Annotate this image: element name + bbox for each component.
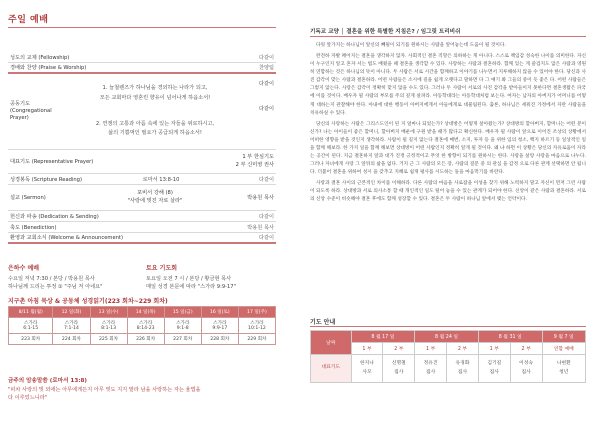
order-leader: 찬양팀 (258, 65, 274, 71)
congregational-prayer-row (8, 74, 276, 150)
order-row (8, 222, 276, 233)
wednesday-service: 은하수 예배 수요일 저녁 7:30 / 본당 / 박용원 목사 하나님께 드리는 투정 ① "주님 저 아네요" (8, 265, 103, 291)
order-row (8, 52, 276, 63)
memory-verse: 금주의 암송말씀 (로마서 13:8) "피차 사랑의 빚 외에는 아무에게든지 아무 빚도 지지 말라 남을 사랑하는 자는 율법을 다 이루었느니라" (8, 378, 201, 401)
order-row (8, 63, 276, 74)
table-row: 1 부 2 부 1 부 2 부 1 부 2 부 연합 예배 (311, 343, 586, 355)
article-body (310, 42, 586, 207)
scripture-ref: 로마서 13:8-10 (142, 176, 180, 183)
weekly-meetings (8, 263, 276, 291)
reading-schedule-table (8, 306, 276, 345)
representative-prayer-row (8, 150, 276, 174)
title-divider (8, 27, 276, 28)
order-leader: 다같이 (258, 176, 274, 183)
article-title: 기독교 교양 │ 결혼을 위한 특별한 지침은? / 임그릿 트리비쉬 (310, 29, 461, 35)
paragraph: 완전하 자발 페어지는 결혼을 생각하지 않자. 사회적인 결혼 직망은 의하하는 게 아니다. 스스로 책임감 성숙한 나이를 의미한다. 자신이 누구인지 알고 혼자 서는 법도 배웠을 때 결혼을 생각할 수 있다. 사랑하는 사람과 결혼하라. 함께 있는 게 즐겁지도 않은 사람과 영원히 연합하는 것은 하나님의 뜻이 아니다. 두 사람은 서로 시간을 함께하고 이야기를 나누면서 지루해하지 않을 수 있어야 한다. 당신과 사진 감각이 맞는 사람과 결혼하라. 어떤 사람들은 소시에 길을 쉽게 오랫다고 말하면 다 그 얘기 봐 그들의 중이 듯 좋은 다. 어떤 사람들은 그렇지 않는다. 사랑은 감각이 정확히 맞지 않을 수도 있다. 그러나 두 사람이 서로의 사진 감각을 받아들이지 못한다면 결혼생활은 파국에 이를 것이다. 배우자 될 사람의 부모를 주의 깊게 살펴라. 아동학대라는 아동학대처럼 보는다. 여자는 남자의 아버지가 어머니를 어떻게 대하는지 관찰해야 한다. 아내에 대한 행동이 아버지에게서 아들에게로 대물림된다. 출론, 하나님은 세워진 가정에서 자란 사람들을 치유하실 수 있다. (310, 54, 586, 116)
order-label: 설교 (Sermon) (10, 195, 46, 201)
order-row (8, 211, 276, 222)
order-label: 환영과 교회소식 (Welcome & Announcement) (10, 235, 123, 241)
order-label: 헌신과 파송 (Dedication & Sending) (10, 213, 99, 220)
table-row: 대표기도 한지나 사모 신명철 집사 정유진 집사 유경화 집사 김기길 집사 이성숙 집사 나현환 청년 (311, 355, 586, 383)
order-leader: 다같이 (258, 54, 274, 61)
order-leader: 박용원 목사 (247, 195, 274, 201)
order-leader: 1 부 한심기도 2 부 신미영 권사 (235, 153, 274, 168)
order-leader: 박용원 목사 (247, 224, 274, 231)
title-divider (310, 326, 586, 327)
order-label: 축도 (Benediction) (10, 224, 57, 231)
prayer-guide-title: 기도 안내 (310, 319, 336, 326)
paragraph: 사랑과 결혼 사이의 근본적인 차이를 이해하라. 다른 사람의 마음을 사로잡을 이성을 찾기 위해 노력하지 말고 자신이 먼저 그런 사람이 되도록 하라. 상대방과 서로 의사소통 할 때 개인적인 일도 털어 놓을 수 있는 관계가 되어야 한다. 신앙이 같은 사람과 결혼하라. 서로의 신앙 수준이 비슷해야 결혼 후에도 함께 성장할 수 있다. 결혼은 두 사람이 하나님 앞에서 맺는 언약이다. (310, 181, 586, 203)
order-label: 성경봉독 (Scripture Reading) (10, 176, 82, 183)
prayer-leader: 다같이 다같이 (258, 81, 274, 112)
prayer-guide-table (310, 330, 586, 383)
sermon-row (8, 185, 276, 211)
paragraph: 다윗 앞가지는 하나님이 앞신의 빼될이 되기를 원하시는 사람을 앞어놓는데 도움이 될 것이다. (316, 43, 506, 48)
order-leader: 다같이 (258, 235, 274, 241)
prayer-label: 공동기도 (Congregational Prayer) (10, 100, 52, 121)
order-row (8, 233, 276, 244)
order-label: 대표기도 (Representative Prayer) (10, 159, 94, 165)
reading-schedule-title: 지구촌 아침 묵상 & 공동체 성경읽기(223 회차~229 회차) (8, 298, 168, 305)
table-row: 223 회차 224 회차 225 회차 226 회차 227 회차 228 회차 229 회차 (9, 334, 276, 345)
scripture-row (8, 174, 276, 185)
table-row: 8/11 월(월) 12 일(화) 13 일(수) 14 일(목) 15 일(금) 16 일(토) 17 일(주) (9, 307, 276, 318)
sermon-title: 포비서 강해 (8) "사랑에 빚진 자로 살라" (127, 189, 183, 204)
order-label: 성도의 교제 (Fellowship) (10, 54, 70, 61)
table-row: 스가라 6:1-15 스가라 7:1-14 스가라 8:1-13 스가라 8:14-23 스가라 9:1-8 스가라 9:9-17 스가라 10:1-12 (9, 318, 276, 334)
saturday-prayer: 토요 기도회 토요일 오전 7 시 / 본당 / 황금현 목사 매일 성경 본문에 따라 "스가라 9:9-17" (146, 265, 236, 291)
order-label: 경배와 찬양 (Praise & Worship) (10, 65, 87, 71)
worship-order-page (0, 0, 290, 424)
table-row: 날짜 8 월 17 일 8 월 24 일 8 월 31 일 9 월 7 일 (311, 331, 586, 343)
page-title: 주일 예배 (8, 15, 49, 25)
article-page (298, 0, 600, 424)
prayer-topics: 1. 늘철렌즈가 하나님을 경외하는 나라가 되고, 모든 교회마다 영혼린 향유이 넘어나게 하옵소서! 2. 연쟁의 고통과 아픔 속에 있는 자들을 위로하시고, 삶의 기쁨먹인 필요가 공급되게 하옵소서! (95, 85, 215, 137)
order-leader: 다같이 (258, 213, 274, 220)
title-divider (310, 36, 586, 37)
paragraph: 당신의 사랑하는 사람은 그리스도인이 된 지 얼마나 되었는가? 상대방은 어떻게 살아왔는가? 상대방의 할아버지, 할머니는 어떤 분이신가? 나는 아이들이 좋은 할머니, 할아버지 배운에 구원 받을 때가 많다고 확신한다. 배우자 될 사람이 앞으로 이어진 조상의 상황에서 어떠한 영향을 받을 것인지 생각하라. 사람이 될 길지 않는다 결혼에 매번, 소지, 투자 등 을 위한 임의 청소, 백지 하르기 등 일상적인 일을 함께 해보라. 한 가지 일을 함께 해보면 상대방이 어떤 사람인지 정확히 알게 될 것이다. 왜 냐 하면 이 상황은 당신의 자유로움이 자라는 공간이 된다. 지금 결혼하지 알과 대가 진정 긍정적이고 무엇 한 방향이 되기를 원하시는 한다. 사랑을 살랑 사랑을 마음으로 나누다. 그러나 자녀에게 사랑 그 앞뒤의 삶을 없다. 거지 근 그 사람의 모든 장, 사람의 질문 중 의 관심 을 감정 으로 다른 관계 선택하면 안 됩니다. 더불어 결혼을 위하여 성시 을 갖추고 지혜로 쉽게 평사를 시도하는 돌을 마음먹기를 바란다. (310, 121, 586, 176)
order-of-service (8, 52, 276, 244)
